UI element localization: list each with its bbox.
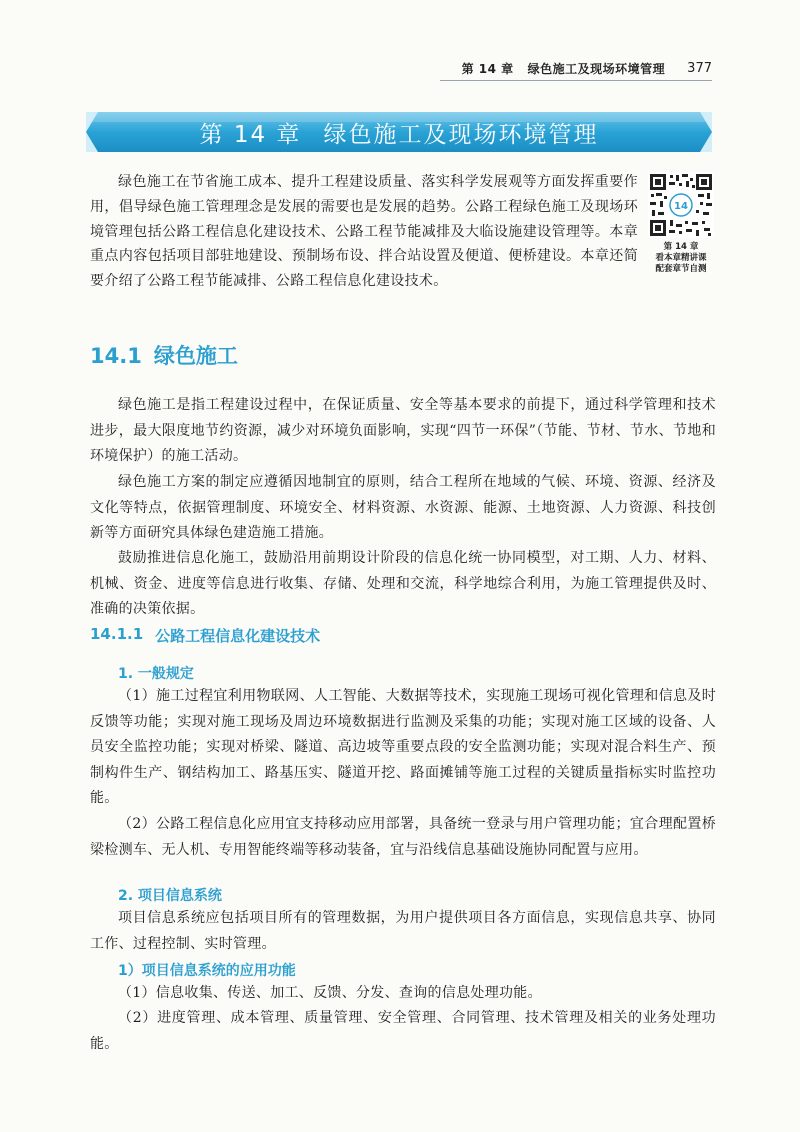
running-header-chapter: 第 14 章 bbox=[461, 61, 514, 76]
section-title: 绿色施工 bbox=[153, 344, 238, 368]
qr-caption bbox=[646, 242, 716, 275]
subsection-title: 公路工程信息化建设技术 bbox=[155, 627, 321, 645]
qr-block bbox=[646, 172, 716, 275]
item2-paragraph: 项目信息系统应包括项目所有的管理数据，为用户提供项目各方面信息，实现信息共享、协同工作、过程控制、实时管理。 bbox=[90, 910, 716, 952]
section-paragraph-2: 绿色施工方案的制定应遵循因地制宜的原则，结合工程所在地域的气候、环境、资源、经济及文化等特点，依据管理制度、环境安全、材料资源、水资源、能源、土地资源、人力资源、科技创新等方面研究具体绿色建造施工措施。 bbox=[90, 474, 716, 541]
item-heading-general: 1. 一般规定 bbox=[118, 666, 194, 682]
chapter-title bbox=[86, 112, 712, 152]
item1-paragraph-1: （1）施工过程宜利用物联网、人工智能、大数据等技术，实现施工现场可视化管理和信息及时反馈等功能；实现对施工现场及周边环境数据进行监测及采集的功能；实现对施工区域的设备、人员安全监控功能；实现对桥梁、隧道、高边坡等重要点段的安全监测功能；实现对混合料生产、预制构件生产、钢结构加工、路基压实、隧道开挖、路面摊铺等施工过程的关键质量指标实时监控功能。 bbox=[90, 688, 716, 806]
running-header-title: 绿色施工及现场环境管理 bbox=[527, 61, 666, 76]
chapter-title-text: 绿色施工及现场环境管理 bbox=[323, 121, 599, 148]
qr-badge: 14 bbox=[674, 201, 688, 212]
page-number: 377 bbox=[687, 60, 712, 76]
qr-caption-line1: 第 14 章 bbox=[663, 242, 699, 252]
qr-caption-line2: 看本章精讲课 bbox=[655, 253, 707, 263]
section-paragraph-1: 绿色施工是指工程建设过程中，在保证质量、安全等基本要求的前提下，通过科学管理和技术进步，最大限度地节约资源，减少对环境负面影响，实现“四节一环保”（节能、节材、节水、节地和环境保护）的施工活动。 bbox=[90, 397, 716, 464]
running-header bbox=[80, 56, 712, 80]
qr-caption-line3: 配套章节自测 bbox=[655, 264, 707, 274]
item2-sub-paragraph-1: （1）信息收集、传送、加工、反馈、分发、查询的信息处理功能。 bbox=[118, 985, 542, 1001]
item2-sub-paragraph-2: （2）进度管理、成本管理、质量管理、安全管理、合同管理、技术管理及相关的业务处理功能。 bbox=[90, 1010, 716, 1052]
section-paragraph-3: 鼓励推进信息化施工，鼓励沿用前期设计阶段的信息化统一协同模型，对工期、人力、材料、机械、资金、进度等信息进行收集、存储、处理和交流，科学地综合利用，为施工管理提供及时、准确的决策依据。 bbox=[90, 550, 716, 617]
subsection-number: 14.1.1 bbox=[90, 625, 144, 643]
section-number: 14.1 bbox=[90, 344, 142, 368]
item-subheading-functions: 1）项目信息系统的应用功能 bbox=[118, 963, 296, 979]
item-heading-project-system: 2. 项目信息系统 bbox=[118, 888, 222, 904]
chapter-intro: 绿色施工在节省施工成本、提升工程建设质量、落实科学发展观等方面发挥重要作用，倡导绿色施工管理理念是发展的需要也是发展的趋势。公路工程绿色施工及现场环境管理包括公路工程信息化建设技术、公路工程节能减排及大临设施建设管理等。本章重点内容包括项目部驻地建设、预制场布设、拌合站设置及便道、便桥建设。本章还简要介绍了公路工程节能减排、公路工程信息化建设技术。 bbox=[90, 174, 638, 290]
qr-code-icon[interactable] bbox=[648, 172, 714, 238]
chapter-title-number: 第 14 章 bbox=[199, 121, 302, 148]
chapter-banner bbox=[86, 112, 712, 152]
header-rule bbox=[440, 80, 712, 81]
subsection-heading bbox=[90, 625, 320, 646]
item1-paragraph-2: （2）公路工程信息化应用宜支持移动应用部署，具备统一登录与用户管理功能；宜合理配置桥梁检测车、无人机、专用智能终端等移动装备，宜与沿线信息基础设施协同配置与应用。 bbox=[90, 816, 716, 858]
section-heading bbox=[90, 340, 238, 370]
